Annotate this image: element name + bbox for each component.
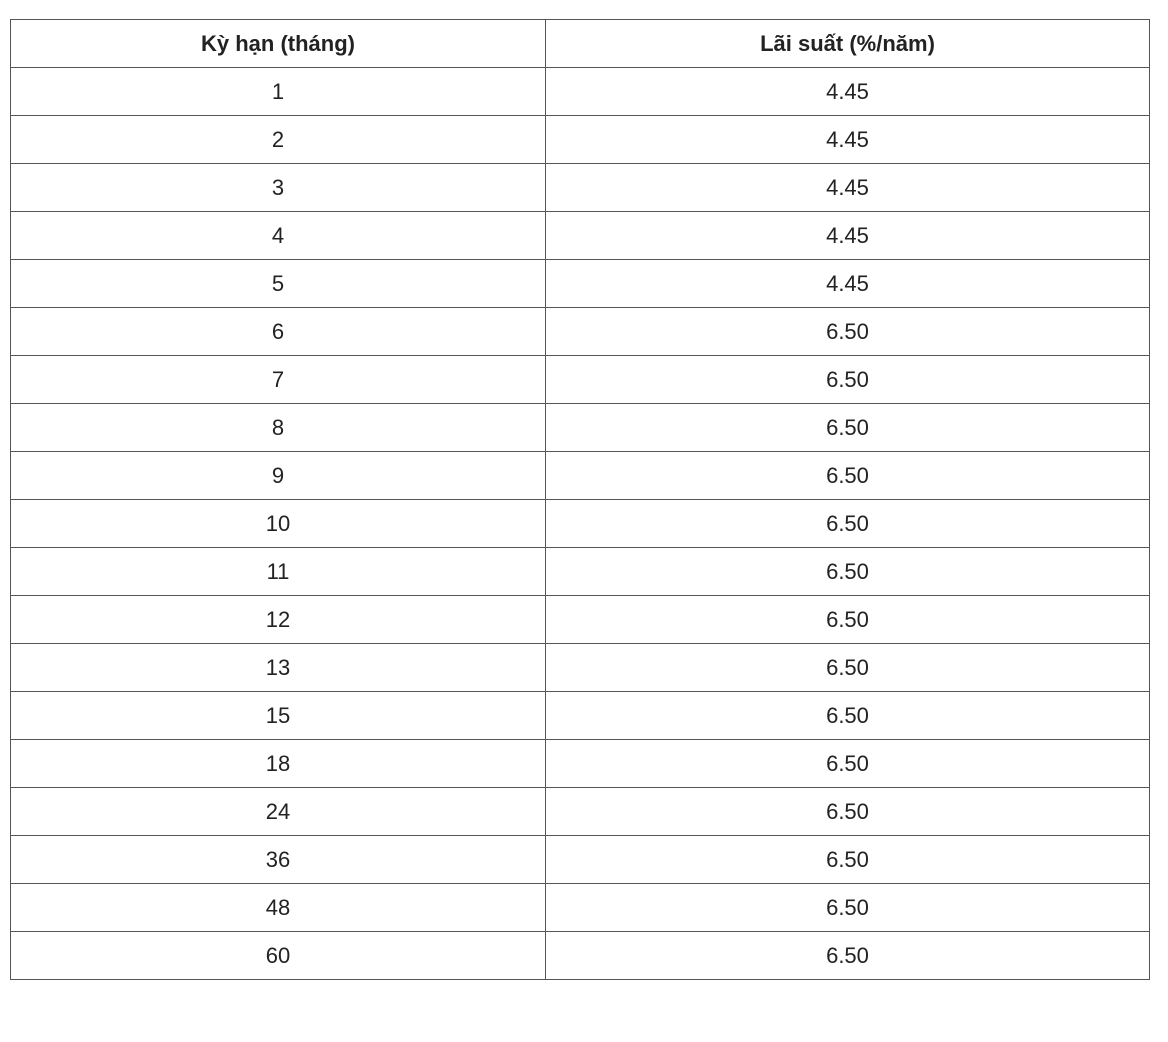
table-row [11, 260, 1150, 308]
table-row [11, 548, 1150, 596]
cell-rate: 6.50 [546, 644, 1150, 692]
interest-rate-table-container [10, 19, 1149, 980]
cell-rate: 6.50 [546, 308, 1150, 356]
table-row [11, 500, 1150, 548]
interest-rate-table [10, 19, 1150, 980]
cell-term: 9 [11, 452, 546, 500]
cell-term: 8 [11, 404, 546, 452]
cell-term: 6 [11, 308, 546, 356]
table-row [11, 932, 1150, 980]
cell-rate: 6.50 [546, 404, 1150, 452]
cell-rate: 4.45 [546, 164, 1150, 212]
cell-rate: 4.45 [546, 260, 1150, 308]
table-row [11, 404, 1150, 452]
table-row [11, 116, 1150, 164]
cell-term: 13 [11, 644, 546, 692]
table-row [11, 356, 1150, 404]
cell-term: 4 [11, 212, 546, 260]
cell-rate: 6.50 [546, 692, 1150, 740]
cell-term: 15 [11, 692, 546, 740]
table-header-row [11, 20, 1150, 68]
cell-rate: 6.50 [546, 356, 1150, 404]
table-row [11, 644, 1150, 692]
table-row [11, 452, 1150, 500]
cell-term: 11 [11, 548, 546, 596]
cell-term: 2 [11, 116, 546, 164]
cell-rate: 6.50 [546, 548, 1150, 596]
cell-term: 12 [11, 596, 546, 644]
table-row [11, 836, 1150, 884]
table-row [11, 68, 1150, 116]
header-interest-rate: Lãi suất (%/năm) [546, 20, 1150, 68]
cell-term: 7 [11, 356, 546, 404]
cell-rate: 6.50 [546, 500, 1150, 548]
table-row [11, 212, 1150, 260]
cell-rate: 6.50 [546, 452, 1150, 500]
cell-term: 60 [11, 932, 546, 980]
cell-term: 1 [11, 68, 546, 116]
cell-term: 10 [11, 500, 546, 548]
cell-rate: 6.50 [546, 884, 1150, 932]
cell-term: 36 [11, 836, 546, 884]
cell-rate: 6.50 [546, 788, 1150, 836]
table-row [11, 164, 1150, 212]
cell-rate: 6.50 [546, 740, 1150, 788]
header-term-months: Kỳ hạn (tháng) [11, 20, 546, 68]
table-row [11, 692, 1150, 740]
cell-rate: 6.50 [546, 836, 1150, 884]
table-row [11, 788, 1150, 836]
table-row [11, 308, 1150, 356]
cell-rate: 6.50 [546, 596, 1150, 644]
cell-term: 48 [11, 884, 546, 932]
cell-rate: 4.45 [546, 116, 1150, 164]
table-row [11, 740, 1150, 788]
cell-term: 3 [11, 164, 546, 212]
table-row [11, 884, 1150, 932]
table-row [11, 596, 1150, 644]
cell-rate: 6.50 [546, 932, 1150, 980]
cell-term: 18 [11, 740, 546, 788]
table-body [11, 68, 1150, 980]
cell-term: 24 [11, 788, 546, 836]
cell-rate: 4.45 [546, 212, 1150, 260]
cell-term: 5 [11, 260, 546, 308]
cell-rate: 4.45 [546, 68, 1150, 116]
